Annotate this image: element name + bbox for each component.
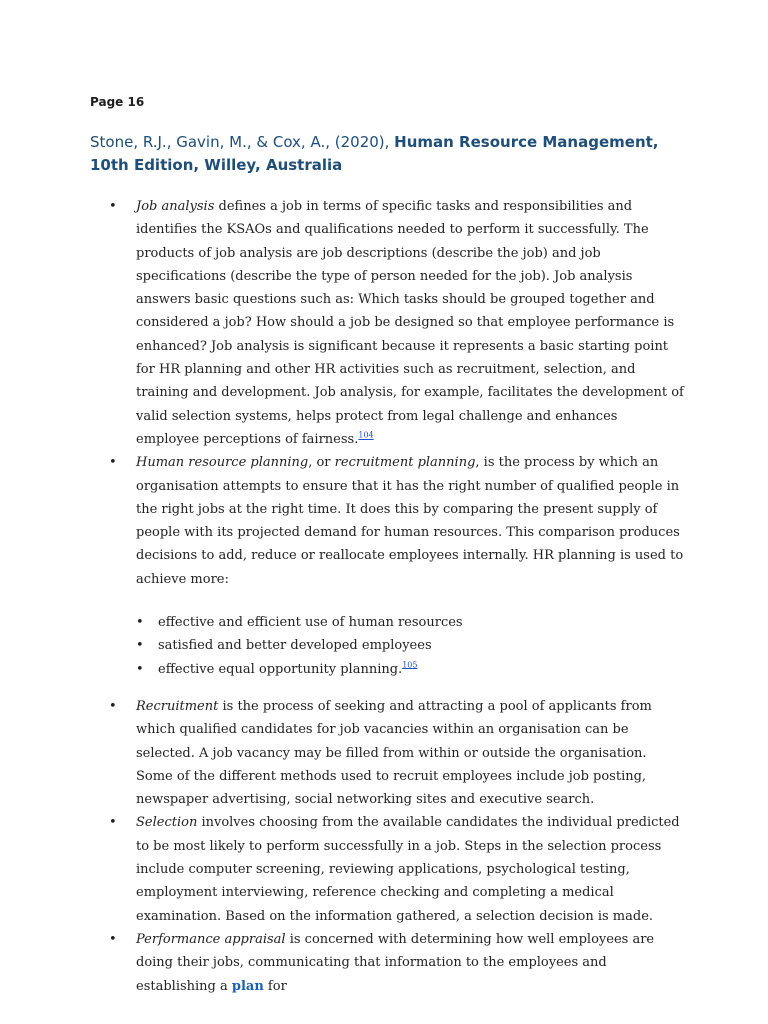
bullet-list (108, 195, 684, 998)
citation-heading (90, 131, 690, 177)
bullet-job-analysis (108, 195, 684, 451)
hr-planning-text: , is the process by which an organisation attempts to ensure that it has the right number of qualified people in the right jobs at the right time. It does this by comparing the present supply of people with its projected demand for human resources. This comparison produces decisions to add, reduce or reallocate employees internally. HR planning is used to achieve more: (136, 455, 684, 587)
term-job-analysis: Job analysis (136, 199, 215, 214)
term-selection: Selection (136, 815, 198, 831)
citation-authors: Stone, R.J., Gavin, M., & Cox, A., (2020), (90, 133, 395, 151)
performance-appraisal-text: is concerned with determining how well employees are doing their jobs, communicating that information to the employees and establishing a (136, 931, 655, 994)
bullet-hr-planning (108, 451, 684, 681)
term-recruitment-planning: recruitment planning (334, 455, 476, 471)
term-recruitment: Recruitment (136, 698, 219, 714)
sub-bullet-text: effective equal opportunity planning. (158, 661, 403, 677)
sub-bullet-item-eeo (136, 658, 684, 681)
bullet-performance-appraisal (108, 928, 684, 998)
bullet-selection (108, 811, 684, 927)
sub-bullet-list (136, 611, 684, 681)
selection-text: involves choosing from the available candidates the individual predicted to be most likely to perform successfully in a job. Steps in the selection process include computer screening, reviewing applications, psychological testing, employment interviewing, reference checking and completing a medical examination. Based on the information gathered, a selection decision is made. (136, 815, 680, 924)
page-label: Page 16 (90, 95, 145, 109)
job-analysis-text: defines a job in terms of specific tasks and responsibilities and identifies the KSAOs and qualifications needed to perform it successfully. The products of job analysis are job descriptions (describe the job) and job specifications (describe the type of person needed for the job). Job analysis answers basic questions such as: Which tasks should be grouped together and considered a job? How should a job be designed so that employee performance is enhanced? Job analysis is significant because it represents a basic starting point for HR planning and other HR activities such as recruitment, selection, and training and development. Job analysis, for example, facilitates the development of valid selection systems, helps protect from legal challenge and enhances employee perceptions of fairness. (136, 199, 684, 447)
content-body (108, 195, 684, 998)
footnote-104[interactable]: 104 (358, 430, 374, 440)
sub-bullet-item: • effective and efficient use of human resources (136, 611, 684, 634)
citation-title: Human Resource Management, 10th Edition, Willey, Australia (90, 133, 659, 174)
term-performance-appraisal: Performance appraisal (136, 931, 286, 947)
footnote-105[interactable]: 105 (402, 660, 418, 670)
recruitment-text: is the process of seeking and attracting a pool of applicants from which qualified candidates for job vacancies within an organisation can be selected. A job vacancy may be filled from within or outside the organisation. Some of the different methods used to recruit employees include job posting, newspaper advertising, social networking sites and executive search. (136, 698, 652, 808)
plan-link[interactable]: plan (231, 978, 264, 994)
bullet-recruitment (108, 695, 684, 811)
sub-bullet-item: • satisfied and better developed employees (136, 634, 684, 657)
hr-planning-connector: , or (308, 455, 335, 471)
term-hr-planning: Human resource planning (136, 455, 309, 471)
performance-appraisal-text-after: for (263, 978, 287, 994)
